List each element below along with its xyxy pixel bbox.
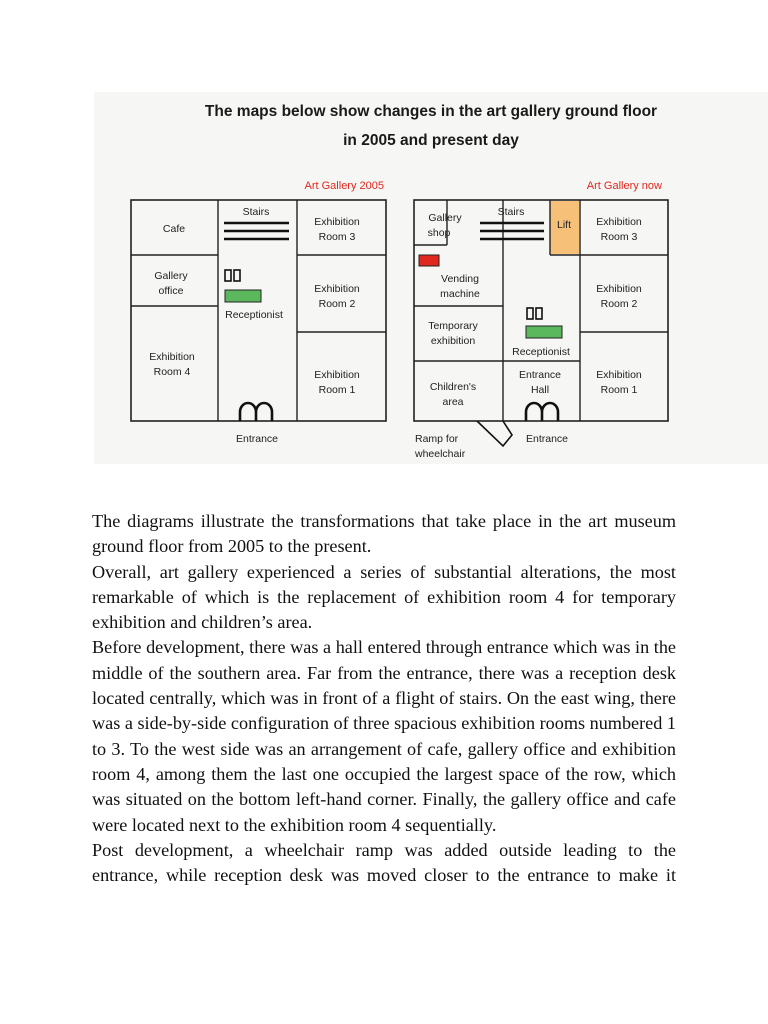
room-exhibition4-label-2: Room 4 — [153, 366, 191, 378]
entrance-label: Entrance — [235, 433, 279, 445]
figure-title-line2: in 2005 and present day — [343, 132, 519, 149]
temporary-exhibition-label-1: Temporary — [428, 320, 478, 332]
room-exhibition2-now-label-2: Room 2 — [600, 298, 638, 310]
gallery-shop-label-2: shop — [427, 227, 451, 239]
stairs-label: Stairs — [242, 206, 270, 218]
reception-desk-now-icon — [526, 326, 562, 338]
gallery-shop-label-1: Gallery — [428, 212, 462, 224]
map-now — [414, 180, 668, 460]
vending-machine-label-1: Vending — [441, 273, 479, 285]
essay-paragraph: The diagrams illustrate the transformations that take place in the art museum ground floor from 2005 to the present. — [92, 511, 676, 557]
entrance-hall-label-1: Entrance — [518, 369, 562, 381]
essay-paragraph: Before development, there was a hall entered through entrance which was in the middle of the southern area. Far from the entrance, there was a reception desk located centrally, which was in front of a flight of stairs. On the east wing, there was a side-by-side configuration of three spacious exhibition rooms numbered 1 to 3. To the west side was an arrangement of cafe, gallery office and exhibition room 4, among them the last one occupied the largest space of the row, which was situated on the bottom left-hand corner. Finally, the gallery office and cafe were located next to the exhibition room 4 sequentially. — [92, 637, 676, 835]
map-2005-heading: Art Gallery 2005 — [304, 180, 384, 192]
room-exhibition3-label-2: Room 3 — [318, 231, 356, 243]
entrance-now-label: Entrance — [525, 433, 569, 445]
room-cafe-label: Cafe — [162, 223, 186, 235]
essay-paragraph: Overall, art gallery experienced a series of substantial alterations, the most remarkable of which is the replacement of exhibition room 4 for temporary exhibition and children’s area. — [92, 561, 676, 633]
vending-machine-icon — [419, 255, 439, 266]
receptionist-label: Receptionist — [225, 309, 283, 321]
wheelchair-ramp-icon — [477, 421, 512, 446]
map-now-heading: Art Gallery now — [586, 180, 662, 192]
room-exhibition1-now-label-1: Exhibition — [596, 369, 642, 381]
essay-text — [92, 509, 676, 888]
room-exhibition1-label-2: Room 1 — [318, 384, 356, 396]
stairs-now-label: Stairs — [497, 206, 525, 218]
childrens-area-label-1: Children's — [429, 381, 477, 393]
room-exhibition2-now-label-1: Exhibition — [596, 283, 642, 295]
lift-label: Lift — [556, 219, 572, 231]
room-exhibition3-label-1: Exhibition — [314, 216, 360, 228]
room-gallery-office-label-1: Gallery — [154, 270, 188, 282]
figure-title-line1: The maps below show changes in the art gallery ground floor — [204, 103, 658, 120]
room-exhibition2-label-1: Exhibition — [314, 283, 360, 295]
room-exhibition1-label-1: Exhibition — [314, 369, 360, 381]
room-exhibition2-label-2: Room 2 — [318, 298, 356, 310]
room-exhibition4-label-1: Exhibition — [149, 351, 195, 363]
floor-plan-maps — [94, 92, 768, 464]
room-exhibition1-now-label-2: Room 1 — [600, 384, 638, 396]
vending-machine-label-2: machine — [440, 288, 480, 300]
room-exhibition3-now-label-1: Exhibition — [596, 216, 642, 228]
floor-plan-figure — [94, 92, 768, 464]
reception-desk-icon — [225, 290, 261, 302]
map-2005 — [131, 180, 386, 445]
essay-paragraph: Post development, a wheelchair ramp was added outside leading to the entrance, while reception desk was moved closer to the entrance to make it — [92, 839, 676, 886]
ramp-label-2: wheelchair — [415, 448, 466, 460]
room-exhibition3-now-label-2: Room 3 — [600, 231, 638, 243]
room-gallery-office-label-2: office — [158, 285, 184, 297]
temporary-exhibition-label-2: exhibition — [430, 335, 476, 347]
childrens-area-label-2: area — [442, 396, 464, 408]
ramp-label-1: Ramp for — [415, 433, 459, 445]
entrance-hall-label-2: Hall — [530, 384, 550, 396]
receptionist-now-label: Receptionist — [512, 346, 570, 358]
